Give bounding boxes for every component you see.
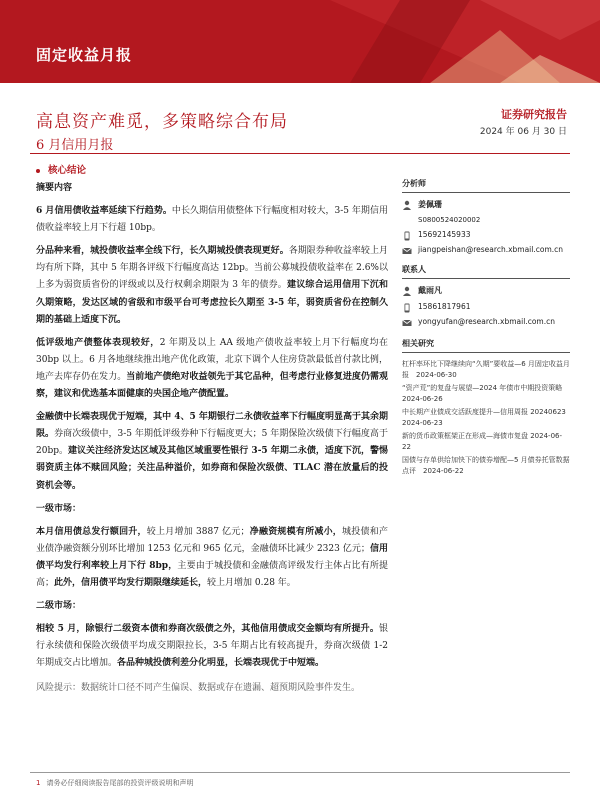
secondary-market-heading: 二级市场： bbox=[36, 601, 82, 612]
page-title: 高息资产难觅，多策略综合布局 bbox=[36, 112, 288, 132]
phone-icon bbox=[402, 303, 412, 313]
main-content bbox=[36, 180, 388, 704]
sidebar bbox=[402, 178, 573, 479]
footer-disclaimer: 请务必仔细阅读报告尾部的投资评级说明和声明 bbox=[46, 779, 194, 787]
related-research-list bbox=[402, 359, 573, 477]
analyst-name-row bbox=[402, 199, 570, 210]
paragraph-financial: 金融债中长端表现优于短端，其中 4、5 年期银行二永债收益率下行幅度明显高于其余期限。券商次级债中，3-5 年期低评级券种下行幅度更大；5 年期保险次级债下行幅度高于 20bp。建议关注经济发达区域及其他区域重要性银行 3-5 年期二永债，适度下沉，警惕弱资质主体不赎回风险；关注品种溢价，如券商和保险次级债、TLAC 潜在放量后的投资机会等。 bbox=[36, 412, 389, 491]
footer bbox=[36, 778, 193, 788]
paragraph-secondary: 相较 5 月，除银行二级资本债和券商次级债之外，其他信用债成交金额均有所提升。银行永续债和保险次级债平均成交期限拉长，3-5 年期占比有较高提升，券商次级债 1-2 年期成交占比增加。各品种城投债利差分化明显，长端表现优于中短端。 bbox=[36, 624, 388, 669]
paragraph-trend: 6 月信用债收益率延续下行趋势。中长久期信用债整体下行幅度相对较大，3-5 年期信用债收益率较上月下行超 10bp。 bbox=[36, 206, 388, 234]
report-series-title: 固定收益月报 bbox=[36, 46, 133, 64]
related-item[interactable]: 中长期产业债成交活跃度提升—信用周报 20240623 2024-06-23 bbox=[402, 408, 573, 427]
related-item[interactable]: “资产荒”的复盘与展望—2024 年债市中期投资策略 2024-06-26 bbox=[402, 384, 570, 403]
analyst-email-row bbox=[402, 245, 570, 256]
analyst-phone: 15692145933 bbox=[418, 230, 471, 239]
email-icon bbox=[402, 246, 412, 256]
contact-heading: 联系人 bbox=[402, 264, 570, 279]
report-type: 证券研究报告 bbox=[501, 108, 567, 121]
footer-divider bbox=[30, 772, 570, 773]
summary-heading: 摘要内容 bbox=[36, 183, 73, 193]
analyst-email[interactable]: jiangpeishan@research.xbmail.com.cn bbox=[418, 245, 564, 254]
contact-email[interactable]: yongyufan@research.xbmail.com.cn bbox=[418, 317, 555, 326]
title-divider bbox=[30, 153, 570, 154]
contact-name: 戴雨凡 bbox=[418, 286, 442, 295]
bullet-icon bbox=[36, 169, 40, 173]
page-number: 1 bbox=[36, 779, 41, 787]
phone-icon bbox=[402, 231, 412, 241]
core-conclusion-label bbox=[36, 162, 86, 176]
contact-phone: 15861817961 bbox=[418, 302, 471, 311]
paragraph-chengtou: 分品种来看，城投债收益率全线下行，长久期城投债表现更好。各期限券种收益率较上月均有所下降，其中 5 年期各评级下行幅度高达 12bp。当前公募城投债收益率在 2.6%以上多为弱资质省份的评级或以及行权剩余期限为 3 年的债券。建议综合运用信用下沉和久期策略，发达区域的省级和市级平台可考虑拉长久期至 3-5 年，弱资质省份在控制久期的基础上适度下沉。 bbox=[36, 246, 388, 325]
contact-email-row bbox=[402, 317, 570, 328]
contact-phone-row bbox=[402, 302, 570, 313]
related-item[interactable]: 新的货币政策框架正在形成—海债市复盘 2024-06-22 bbox=[402, 432, 562, 451]
email-icon bbox=[402, 318, 412, 328]
core-label-text: 核心结论 bbox=[48, 165, 87, 176]
risk-warning: 风险提示：数据统计口径不同产生偏误、数据或存在遗漏、超预期风险事件发生。 bbox=[36, 683, 361, 694]
primary-market-heading: 一级市场： bbox=[36, 503, 82, 514]
header-banner bbox=[0, 0, 600, 83]
banner-decoration bbox=[0, 0, 600, 83]
paragraph-primary: 本月信用债总发行额回升，较上月增加 3887 亿元；净融资规模有所减小，城投债和产业债净融资额分别环比增加 1253 亿元和 965 亿元，金融债环比减少 2323 亿元；信用债平均发行利率较上月下行 8bp，主要由于城投债和金融债高评级发行主体占比有所提高；此外，信用债平均发行期限继续延长，较上月增加 0.28 年。 bbox=[36, 526, 388, 588]
related-item[interactable]: 国债与存单供给加快下的债券增配—5 月债券托管数据点评 2024-06-22 bbox=[402, 456, 570, 475]
page-subtitle: 6 月信用月报 bbox=[36, 138, 114, 153]
report-date: 2024 年 06 月 30 日 bbox=[479, 127, 567, 137]
person-icon bbox=[402, 200, 412, 210]
related-item[interactable]: 杠杆率环比下降继续向“久期”要收益—6 月固定收益月报 2024-06-30 bbox=[402, 360, 570, 379]
analyst-phone-row bbox=[402, 230, 570, 241]
related-research-heading: 相关研究 bbox=[402, 338, 570, 353]
analyst-heading: 分析师 bbox=[402, 178, 570, 193]
paragraph-property: 低评级地产债整体表现较好，2 年期及以上 AA 级地产债收益率较上月下行幅度均在 30bp 以上。6 月各地继续推出地产优化政策，北京下调个人住房贷款最低首付款比例，地产去库存仍在发力。当前地产债绝对收益领先于其它品种，但考虑行业修复进度仍需观察，建议和优选基本面健康的央国企地产债配置。 bbox=[36, 337, 388, 400]
analyst-name: 姜佩珊 bbox=[418, 200, 442, 209]
contact-name-row bbox=[402, 285, 570, 296]
analyst-cert: S0800524020002 bbox=[418, 216, 481, 224]
person-icon bbox=[402, 286, 412, 296]
